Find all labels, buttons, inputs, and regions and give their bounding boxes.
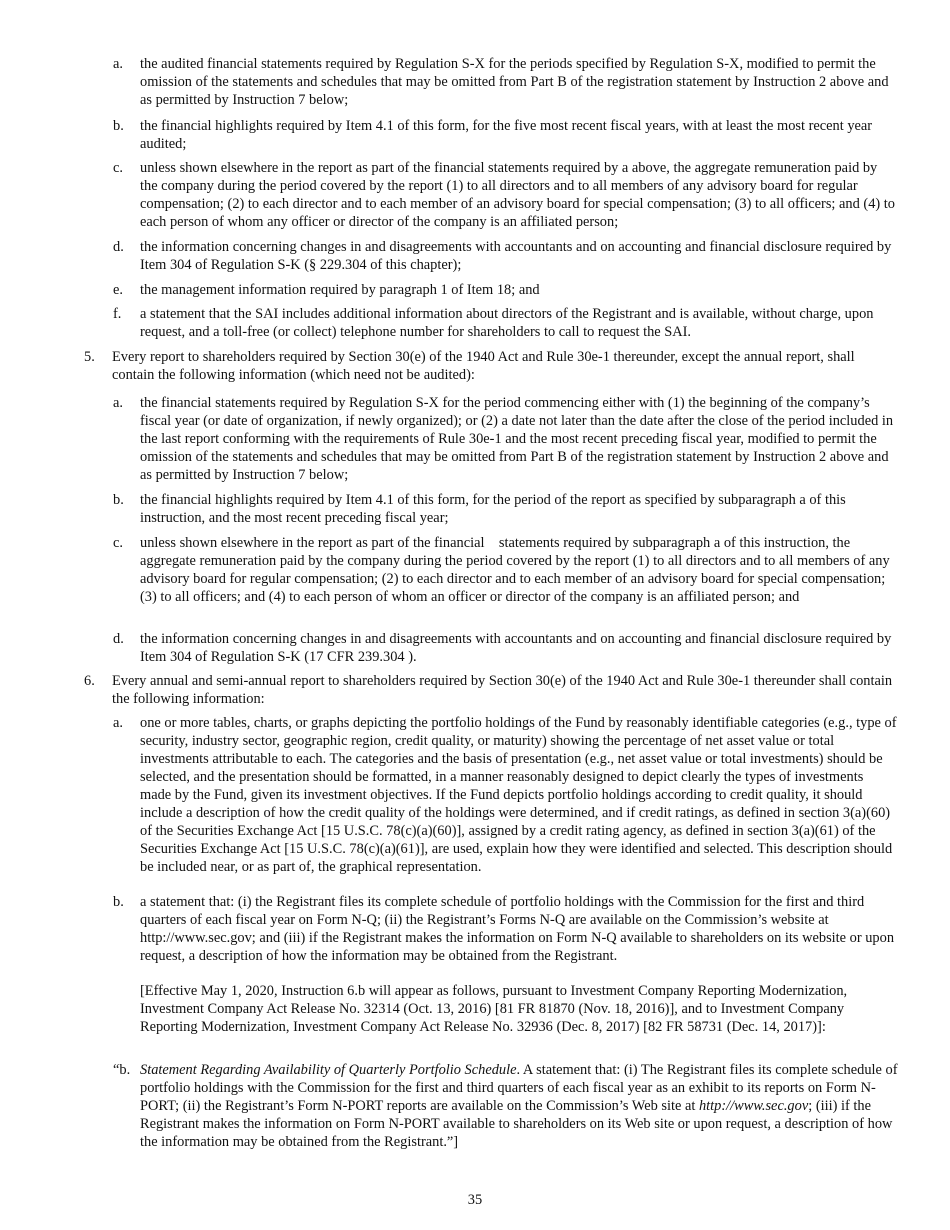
list-item-5a [113,394,898,484]
sec-url: http://www.sec.gov [698,1098,809,1114]
item-label: b. [113,492,124,508]
item-text: unless shown elsewhere in the report as part of the financial statements required by a above, the aggregate remuneration paid by the company during the period covered by the report (1) to all directors and to all members of any advisory board for regular compensation; (2) to each director and to each member of an advisory board for special compensation; (3) to all officers; and (4) to each person of whom any officer or director of the company is an affiliated person; [140,160,895,230]
list-item-5c [113,534,898,606]
item-label: a. [113,395,123,411]
item-text: the information concerning changes in and disagreements with accountants and on accounting and financial disclosure required by Item 304 of Regulation S-K (§ 229.304 of this chapter); [140,239,892,273]
list-item-6a [113,714,898,876]
item-label: f. [113,306,122,322]
item-text-part1: . A statement that: (i) The Registrant files its complete schedule of portfolio holdings with the Commission for the first and third quarters of each fiscal year as an exhibit to its reports on Form N-PORT; (ii) the Registrant’s Form N-PORT reports are available on the Commission’s Web site at [140,1062,898,1114]
item-text: a statement that: (i) the Registrant files its complete schedule of portfolio holdings with the Commission for the first and third quarters of each fiscal year on Form N-Q; (ii) the Registrant’s Forms N-Q are available on the Commission’s website at http://www.sec.gov; and (iii) if the Registrant makes the information on Form N-Q available to shareholders on its website or upon request, a description of how the information may be obtained from the Registrant. [140,894,895,964]
item-text: Every report to shareholders required by Section 30(e) of the 1940 Act and Rule 30e-1 thereunder, except the annual report, shall contain the following information (which need not be audited): [112,349,855,383]
item-text: Every annual and semi-annual report to shareholders required by Section 30(e) of the 1940 Act and Rule 30e-1 thereunder shall contain the following information: [112,673,893,707]
numbered-item-5 [84,348,896,384]
item-text: the management information required by paragraph 1 of Item 18; and [140,282,540,298]
effective-note [140,982,898,1036]
list-item-a [113,55,898,109]
item-text: a statement that the SAI includes additional information about directors of the Registrant and is available, without charge, upon request, and a toll-free (or collect) telephone number for shareholders to call to request the SAI. [140,306,874,340]
item-label: b. [113,894,124,910]
list-item-c [113,159,898,231]
quoted-item-b [113,1061,898,1151]
list-item-e [113,281,898,299]
item-title: Statement Regarding Availability of Quarterly Portfolio Schedule [140,1062,517,1078]
item-label: 6. [84,673,95,689]
item-label: b. [113,118,124,134]
item-label: a. [113,715,123,731]
item-text [140,1061,898,1151]
list-item-5d [113,630,898,666]
list-item-f [113,305,898,341]
item-text: unless shown elsewhere in the report as part of the financial statements required by subparagraph a of this instruction, the aggregate remuneration paid by the company during the period covered by the report (1) to all directors and to all members of any advisory board for regular compensation; (2) to each director and to each member of an advisory board for special compensation; (3) to all officers; and (4) to each person of whom an officer or director of the company is an affiliated person; and [140,535,894,605]
item-label: a. [113,56,123,72]
item-text: the financial highlights required by Item 4.1 of this form, for the period of the report as specified by subparagraph a of this instruction, and the most recent preceding fiscal year; [140,492,846,526]
item-text: one or more tables, charts, or graphs depicting the portfolio holdings of the Fund by reasonably identifiable categories (e.g., type of security, industry sector, geographic region, credit quality, or maturity) showing the percentage of net asset value or total investments attributable to each. The categories and the basis of presentation (e.g., net asset value or total investments) should be selected, and the presentation should be formatted, in a manner reasonably designed to depict clearly the types of investments made by the Fund, given its investment objectives. If the Fund depicts portfolio holdings according to credit quality, it should include a description of how the credit quality of the holdings were determined, and if credit ratings, as defined in section 3(a)(60) of the Securities Exchange Act [15 U.S.C. 78(c)(a)(60)], assigned by a credit rating agency, as defined in section 3(a)(61) of the Securities Exchange Act [15 U.S.C. 78(c)(a)(61)], are used, explain how they were identified and selected. This description should be included near, or as part of, the graphical representation. [140,715,897,875]
item-label: 5. [84,349,95,365]
effective-note-text: [Effective May 1, 2020, Instruction 6.b will appear as follows, pursuant to Investment Company Reporting Modernization, Investment Company Act Release No. 32314 (Oct. 13, 2016) [81 FR 81870 (Nov. 18, 2016)], and to Investment Company Reporting Modernization, Investment Company Act Release No. 32936 (Dec. 8, 2017) [82 FR 58731 (Dec. 14, 2017)]: [140,983,848,1035]
item-label: c. [113,535,123,551]
item-label: d. [113,631,124,647]
list-item-b [113,117,898,153]
list-item-d [113,238,898,274]
numbered-item-6 [84,672,896,708]
list-item-5b [113,491,898,527]
item-label: c. [113,160,123,176]
item-label: “b. [113,1062,131,1078]
item-text: the audited financial statements required by Regulation S-X for the periods specified by Regulation S-X, modified to permit the omission of the statements and schedules that may be omitted from Part B of the registration statement by Instruction 2 above and as permitted by Instruction 7 below; [140,56,889,108]
item-text: the financial statements required by Regulation S-X for the period commencing either with (1) the beginning of the company’s fiscal year (or date of organization, if newly organized); or (2) a date not later than the date after the close of the period included in the last report conforming with the requirements of Rule 30e-1 and the most recent preceding fiscal year, modified to permit the omission of the statements and schedules that may be omitted from Part B of the registration statement by Instruction 2 above and as permitted by Instruction 7 below; [140,395,894,483]
item-label: e. [113,282,123,298]
item-label: d. [113,239,124,255]
list-item-6b [113,893,898,965]
item-text: the information concerning changes in and disagreements with accountants and on accounting and financial disclosure required by Item 304 of Regulation S-K (17 CFR 239.304 ). [140,631,892,665]
page-number: 35 [467,1192,483,1208]
item-text-part2: ; (iii) if the Registrant makes the information on Form N-PORT available to shareholders on its Web site or upon request, a description of how the information may be obtained from the Registrant.”] [140,1098,893,1150]
item-text: the financial highlights required by Item 4.1 of this form, for the five most recent fiscal years, with at least the most recent year audited; [140,118,873,152]
